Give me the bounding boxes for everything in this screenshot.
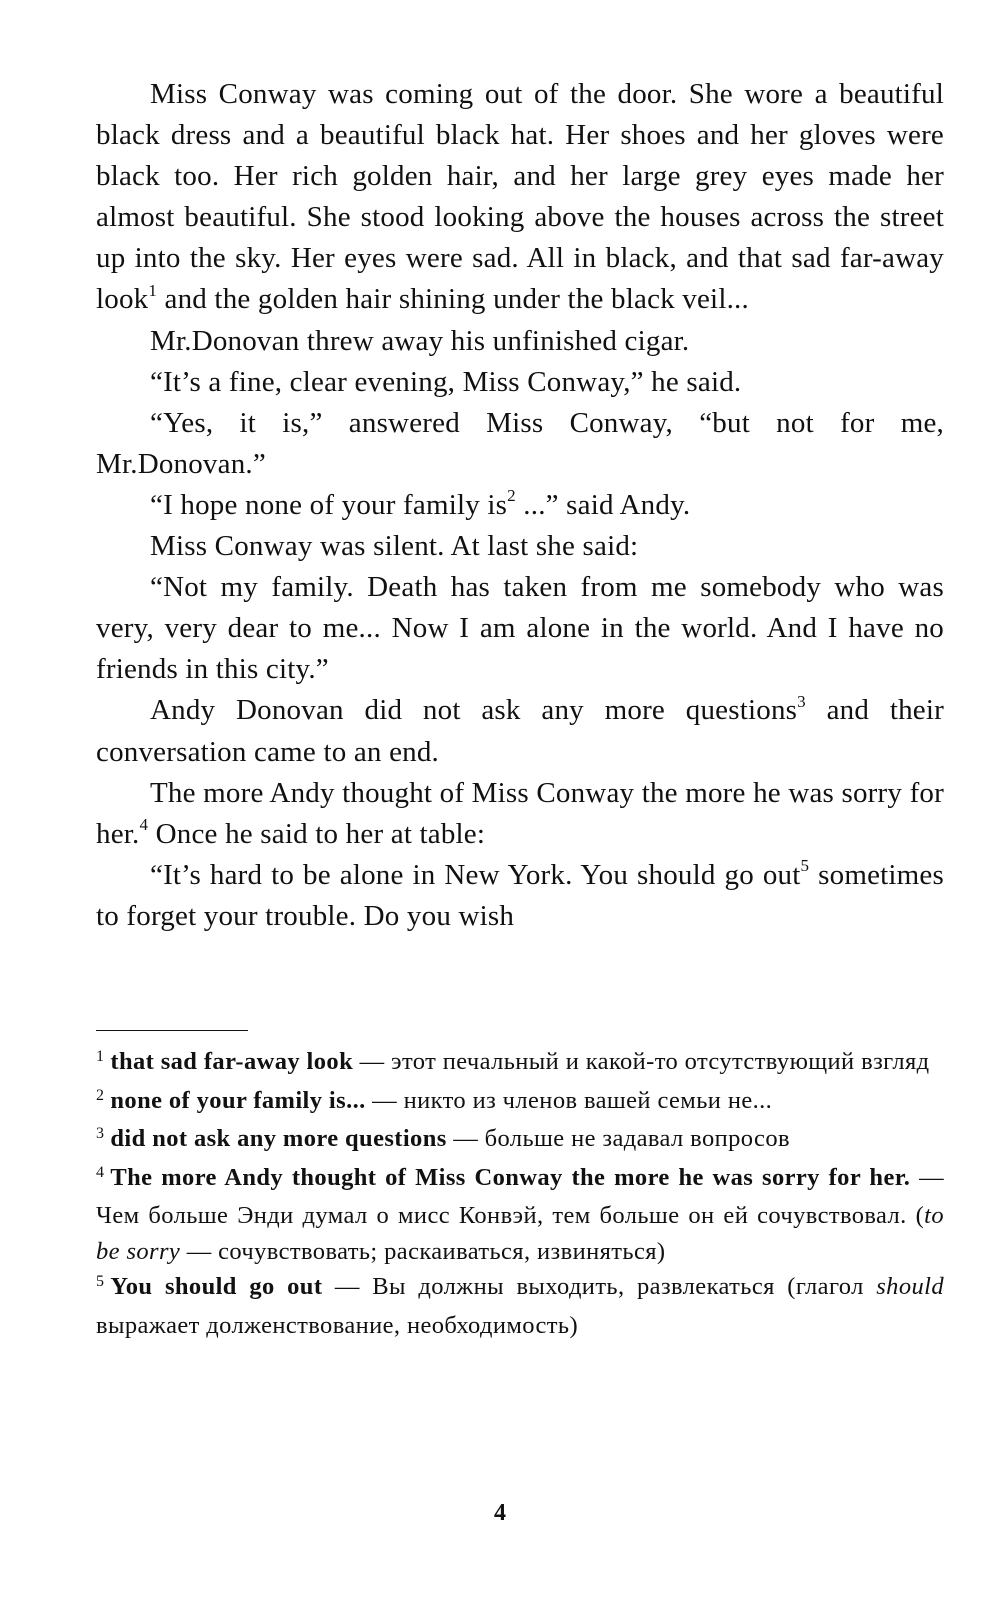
paragraph: “It’s hard to be alone in New York. You should go out$^5$ sometimes to forget your trouble. Do you wish [96,856,944,932]
paragraph: Miss Conway was coming out of the door. She wore a beautiful black dress and a beautiful black hat. Her shoes and her gloves were black too. Her rich golden hair, and her large grey eyes made her almost beautiful. She stood looking above the houses across the street up into the sky. Her eyes were sad. All in black, and that sad far-away look$^1$ and the golden hair shining under the black veil... [96,78,944,316]
footnote: $^5$ You should go out — Вы должны выходить, развлекаться (глагол should выражает долженствование, необходимость) [96,1273,944,1339]
paragraph: “Yes, it is,” answered Miss Conway, “but not for me, Mr.Donovan.” [96,406,944,480]
paragraph: Mr.Donovan threw away his unfinished cigar. [150,324,690,357]
main-text [96,74,944,937]
footnote: $^1$ that sad far-away look — этот печальный и какой-то отсутствующий взгляд [96,1048,930,1075]
footnote-ref: 1 [148,280,158,300]
paragraph: Andy Donovan did not ask any more questions$^3$ and their conversation came to an end. [96,691,944,768]
page-number: 4 [494,1500,506,1526]
paragraph: “Not my family. Death has taken from me somebody who was very, very dear to me... Now I am alone in the world. And I have no friends in this city.” [96,571,944,686]
paragraph: Miss Conway was silent. At last she said: [150,530,639,563]
footnote-ref: 2 [507,486,516,506]
footnote-ref: 4 [139,815,149,835]
footnote-ref: 3 [797,691,806,711]
footnote: $^2$ none of your family is... — никто из членов вашей семьи не... [96,1086,773,1114]
footnote-ref: 5 [800,856,810,876]
footnotes [96,1044,944,1343]
paragraph: “It’s a fine, clear evening, Miss Conway,” he said. [150,365,742,398]
footnote-divider [96,1030,248,1031]
footnote: $^4$ The more Andy thought of Miss Conway the more he was sorry for her. — Чем больше Энди думал о мисс Конвэй, тем больше он ей сочувствовал. (to be sorry — сочувствовать; раскаиваться, извиняться) [96,1163,944,1265]
paragraph: “I hope none of your family $is^2$ ...” said Andy. [150,486,691,521]
footnote: $^3$ did not ask any more questions — больше не задавал вопросов [96,1125,790,1152]
paragraph: The more Andy thought of Miss Conway the more he was sorry for her.$^4$ Once he said to her at table: [96,776,944,850]
